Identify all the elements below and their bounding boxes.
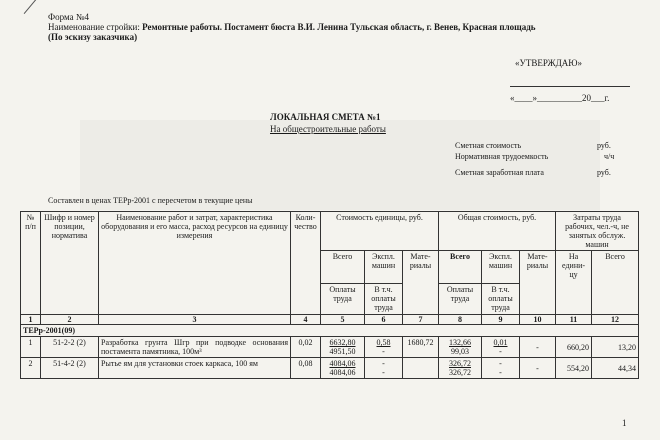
row-unit-mach: 0,58 bbox=[376, 338, 391, 347]
row-code: 51-4-2 (2) bbox=[41, 358, 99, 379]
col-num: 5 bbox=[321, 315, 365, 325]
row-tot-mat: - bbox=[520, 358, 556, 379]
doc-subtitle: На общестроительные работы bbox=[270, 124, 386, 134]
row-qty: 0,02 bbox=[291, 337, 321, 358]
row-labor-unit: 554,20 bbox=[556, 358, 592, 379]
doc-title: ЛОКАЛЬНАЯ СМЕТА №1 bbox=[270, 112, 381, 122]
h-unit-cost: Стоимость единицы, руб. bbox=[321, 212, 439, 251]
h-no: № п/п bbox=[21, 212, 41, 315]
h-total-machines: Экспл. машин bbox=[482, 251, 520, 284]
h-qty: Коли-чество bbox=[291, 212, 321, 315]
row-unit-wages: 4951,50 bbox=[329, 347, 356, 356]
row-qty: 0,08 bbox=[291, 358, 321, 379]
row-tot-mach-wages: - bbox=[499, 368, 502, 377]
h-unit-all: Всего bbox=[321, 251, 365, 284]
row-labor-unit: 660,20 bbox=[556, 337, 592, 358]
object-prefix: Наименование стройки: bbox=[48, 22, 143, 32]
row-tot-mach-wages: - bbox=[499, 347, 502, 356]
col-num: 9 bbox=[482, 315, 520, 325]
object-name: Ремонтные работы. Постамент бюста В.И. Ленина Тульская область, г. Венев, Красная площадь bbox=[142, 22, 536, 32]
h-labor: Затраты труда рабочих, чел.-ч, не занятых обслуж. машин bbox=[556, 212, 639, 251]
row-tot-all: 132,66 bbox=[449, 338, 471, 347]
row-tot-all-cell bbox=[439, 337, 482, 358]
header-row-1 bbox=[21, 212, 639, 251]
h-unit-incl-wages: В т.ч. оплаты труда bbox=[365, 284, 403, 315]
col-num: 6 bbox=[365, 315, 403, 325]
col-num: 8 bbox=[439, 315, 482, 325]
row-unit-all-cell bbox=[321, 337, 365, 358]
summary-wages-unit: руб. bbox=[597, 168, 611, 177]
h-total-incl-wages: В т.ч. оплаты труда bbox=[482, 284, 520, 315]
prices-note: Составлен в ценах ТЕРр-2001 с пересчетом в текущие цены bbox=[48, 196, 253, 205]
row-name: Разработка грунта Шгр при подводке основания постамента памятника, 100м³ bbox=[99, 337, 291, 358]
row-tot-mach: 0,01 bbox=[493, 338, 508, 347]
section-title: ТЕРр-2001(09) bbox=[21, 325, 639, 337]
approve-date: «____»__________20___г. bbox=[510, 93, 610, 103]
row-no: 1 bbox=[21, 337, 41, 358]
row-unit-mach-cell bbox=[365, 337, 403, 358]
h-unit-materials: Мате-риалы bbox=[403, 251, 439, 315]
row-tot-all-cell bbox=[439, 358, 482, 379]
col-num: 4 bbox=[291, 315, 321, 325]
row-tot-wages: 99,03 bbox=[451, 347, 469, 356]
summary-labor-label: Нормативная трудоемкость bbox=[455, 152, 549, 161]
h-unit-machines: Экспл. машин bbox=[365, 251, 403, 284]
object-note: (По эскизу заказчика) bbox=[48, 32, 138, 42]
approve-signature-line bbox=[510, 86, 630, 87]
form-number: Форма №4 bbox=[48, 12, 89, 22]
table-row bbox=[21, 337, 639, 358]
row-unit-mach-wages: - bbox=[382, 347, 385, 356]
row-tot-mach-cell bbox=[482, 358, 520, 379]
row-unit-all: 4084,06 bbox=[329, 359, 356, 368]
object-line bbox=[48, 22, 536, 32]
row-tot-mat: - bbox=[520, 337, 556, 358]
col-num: 3 bbox=[99, 315, 291, 325]
estimate-table bbox=[20, 211, 639, 379]
row-tot-all: 326,72 bbox=[449, 359, 471, 368]
table-row bbox=[21, 358, 639, 379]
row-unit-mat bbox=[403, 358, 439, 379]
h-name: Наименование работ и затрат, характеристика оборудования и его масса, расход ресурсов на единицу измерения bbox=[99, 212, 291, 315]
col-num: 10 bbox=[520, 315, 556, 325]
row-tot-wages: 326,72 bbox=[449, 368, 471, 377]
summary-cost-label: Сметная стоимость bbox=[455, 141, 522, 150]
row-code: 51-2-2 (2) bbox=[41, 337, 99, 358]
corner-mark bbox=[24, 0, 38, 14]
row-unit-mach-cell bbox=[365, 358, 403, 379]
col-num: 7 bbox=[403, 315, 439, 325]
row-unit-all-cell bbox=[321, 358, 365, 379]
row-name: Рытье ям для установки стоек каркаса, 100 ям bbox=[99, 358, 291, 379]
row-unit-all: 6632,80 bbox=[329, 338, 356, 347]
row-tot-mach-cell bbox=[482, 337, 520, 358]
h-unit-wages: Оплаты труда bbox=[321, 284, 365, 315]
summary-cost-unit: руб. bbox=[597, 141, 611, 150]
approve-label: «УТВЕРЖДАЮ» bbox=[515, 58, 583, 68]
page-number: 1 bbox=[622, 418, 627, 428]
col-num: 2 bbox=[41, 315, 99, 325]
summary-wages-label: Сметная заработная плата bbox=[455, 168, 544, 177]
row-unit-wages: 4084,06 bbox=[329, 368, 356, 377]
row-unit-mach: - bbox=[382, 359, 385, 368]
summary-labor-unit: ч/ч bbox=[604, 152, 615, 161]
row-unit-mat: 1680,72 bbox=[403, 337, 439, 358]
h-total-materials: Мате-риалы bbox=[520, 251, 556, 315]
h-labor-all: Всего bbox=[592, 251, 639, 315]
col-num: 11 bbox=[556, 315, 592, 325]
section-row bbox=[21, 325, 639, 337]
row-unit-mach-wages: - bbox=[382, 368, 385, 377]
h-total-all: Всего bbox=[439, 251, 482, 284]
row-no: 2 bbox=[21, 358, 41, 379]
h-total-wages: Оплаты труда bbox=[439, 284, 482, 315]
h-labor-per-unit: На едини-цу bbox=[556, 251, 592, 315]
row-labor-total: 13,20 bbox=[592, 337, 639, 358]
h-code: Шифр и номер позиции, норматива bbox=[41, 212, 99, 315]
h-total-cost: Общая стоимость, руб. bbox=[439, 212, 556, 251]
col-num: 12 bbox=[592, 315, 639, 325]
column-numbers-row bbox=[21, 315, 639, 325]
col-num: 1 bbox=[21, 315, 41, 325]
row-labor-total: 44,34 bbox=[592, 358, 639, 379]
row-tot-mach: - bbox=[499, 359, 502, 368]
